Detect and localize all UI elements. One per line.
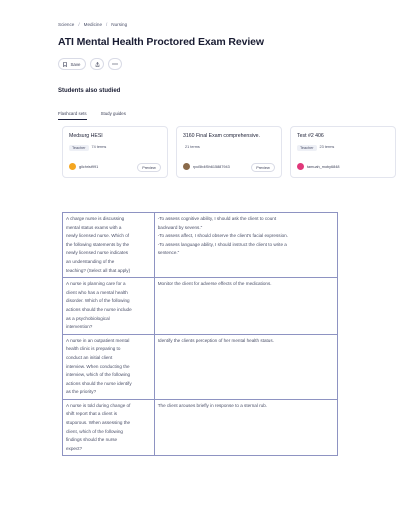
username: tamuah_moby6848 — [307, 164, 340, 169]
question-line: actions should the nurse include — [66, 306, 132, 312]
preview-button[interactable]: Preview — [137, 163, 161, 172]
question-line: mental status exams with a — [66, 224, 122, 230]
bookmark-icon — [63, 62, 67, 67]
save-button[interactable] — [58, 58, 86, 70]
tab-study-guides[interactable]: Study guides — [100, 111, 126, 116]
question-line: the following statements by the — [66, 241, 130, 247]
question-line: A nurse is planning care for a — [66, 281, 126, 287]
avatar — [69, 163, 76, 170]
set-card-title: Medsurg HESI — [69, 133, 103, 139]
table-row — [63, 278, 338, 335]
answer-line: backward by sevens." — [157, 224, 203, 230]
question-line: intervention? — [66, 324, 93, 330]
answer-line: sentence." — [157, 250, 180, 256]
save-label: Save — [70, 61, 81, 67]
answer-cell — [154, 278, 337, 335]
more-icon — [112, 63, 118, 65]
table-row — [63, 213, 338, 278]
breadcrumb-item-science[interactable]: Science — [58, 22, 75, 27]
related-sets — [62, 126, 396, 178]
question-cell — [63, 399, 155, 456]
question-line: health clinic is preparing to — [66, 346, 121, 352]
question-line: as the priority? — [66, 389, 97, 395]
teacher-badge: Teacher — [297, 145, 317, 151]
answer-line: -To assess cognitive ability, I should ask the client to count — [157, 216, 277, 221]
set-card[interactable] — [176, 126, 282, 178]
answer-line: Identify the clients perception of her mental health status. — [157, 337, 274, 343]
question-line: interview. When conducting the — [66, 363, 130, 369]
breadcrumb-item-medicine[interactable]: Medicine — [83, 22, 103, 27]
tab-flashcard-sets[interactable]: Flashcard sets — [58, 111, 87, 120]
question-cell — [63, 334, 155, 399]
more-options-button[interactable] — [108, 58, 122, 70]
preview-button[interactable]: Preview — [251, 163, 275, 172]
question-line: client who has a mental health — [66, 289, 128, 295]
question-cell — [63, 278, 155, 335]
term-count: 21 terms — [185, 145, 200, 149]
avatar — [183, 163, 190, 170]
avatar — [297, 163, 304, 170]
breadcrumb-separator: / — [106, 22, 108, 27]
question-line: as a psychobiological — [66, 315, 110, 321]
question-line: findings should the nurse — [66, 437, 118, 443]
question-line: A nurse is told during change of — [66, 402, 131, 408]
question-line: expect? — [66, 445, 83, 451]
username: gilchrist991 — [79, 164, 99, 169]
answer-line: Monitor the client for adverse effects of the medications. — [157, 281, 272, 287]
answer-line: -To assess affect, I should observe the client's facial expression. — [157, 233, 288, 239]
table-row — [63, 334, 338, 399]
flashcard-table — [62, 212, 338, 456]
breadcrumb — [58, 22, 127, 27]
question-line: shift report that a client is — [66, 411, 118, 417]
answer-line: The client arouses briefly in response to a sternal rub. — [157, 402, 268, 408]
answer-cell — [154, 334, 337, 399]
term-count: 74 terms — [91, 145, 107, 149]
question-line: stuporous. When assessing the — [66, 420, 131, 426]
answer-cell — [154, 213, 337, 278]
question-line: newly licensed nurse. Which of — [66, 233, 130, 239]
study-tabs — [58, 111, 126, 120]
table-row — [63, 399, 338, 456]
username: rpci5b4f5h615887943 — [193, 164, 230, 169]
question-line: interview, which of the following — [66, 372, 131, 378]
set-card-title: 3160 Final Exam comprehensive. — [183, 133, 260, 139]
question-line: actions should the nurse identify — [66, 380, 132, 386]
answer-line: -To assess language ability, I should instruct the client to write a — [157, 241, 287, 247]
question-line: A charge nurse is discussing — [66, 216, 125, 221]
question-line: an understanding of the — [66, 258, 115, 264]
set-card[interactable] — [290, 126, 396, 178]
breadcrumb-item-nursing[interactable]: Nursing — [111, 22, 128, 27]
share-icon — [95, 62, 100, 67]
breadcrumb-separator: / — [78, 22, 80, 27]
term-count: 23 terms — [319, 145, 335, 149]
question-line: disorder. Which of the following — [66, 298, 130, 304]
page-title: ATI Mental Health Proctored Exam Review — [58, 36, 264, 48]
share-button[interactable] — [90, 58, 104, 70]
question-line: client, which of the following — [66, 428, 123, 434]
set-card-title: Test #2 406 — [297, 133, 324, 139]
question-line: newly licensed nurse indicates — [66, 250, 129, 256]
question-line: conduct an initial client — [66, 354, 113, 360]
question-cell — [63, 213, 155, 278]
answer-cell — [154, 399, 337, 456]
question-line: teaching? (Select all that apply) — [66, 267, 131, 273]
question-line: A nurse in an outpatient mental — [66, 337, 130, 343]
set-card[interactable] — [62, 126, 168, 178]
students-also-studied-heading: Students also studied — [58, 88, 121, 94]
action-bar — [58, 58, 122, 70]
teacher-badge: Teacher — [69, 145, 89, 151]
